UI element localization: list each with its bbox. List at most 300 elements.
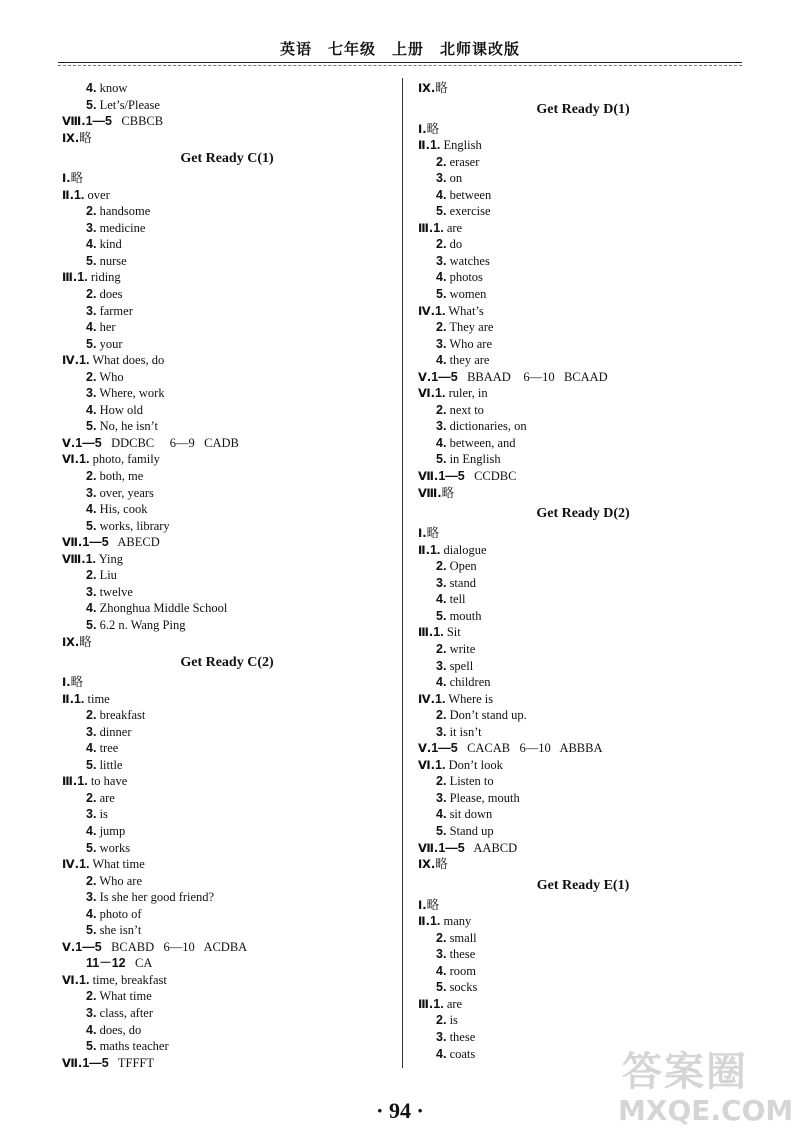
answer-item-line — [418, 658, 748, 675]
answer-section-line — [62, 634, 392, 651]
item-number: 1—5 — [438, 840, 465, 855]
section-numeral: Ⅱ. — [418, 914, 430, 929]
answer-text: farmer — [96, 303, 133, 318]
section-numeral: Ⅵ. — [62, 452, 80, 467]
answer-text: 6.2 n. Wang Ping — [96, 617, 186, 632]
answer-text: jump — [96, 823, 126, 838]
item-number: 3. — [436, 419, 447, 434]
answer-item-line — [418, 979, 748, 996]
item-number: 2. — [436, 402, 447, 417]
section-numeral: Ⅰ. — [418, 897, 427, 912]
item-number: 4. — [86, 237, 97, 252]
answer-item-line — [62, 203, 392, 220]
page-header: 英语 七年级 上册 北师课改版 — [279, 40, 520, 58]
answer-text: sit down — [446, 807, 493, 822]
answer-text: watches — [446, 253, 490, 268]
answer-text: His, cook — [96, 502, 148, 517]
item-number: 5. — [86, 617, 97, 632]
answer-text: tell — [446, 592, 466, 607]
answer-section-line — [418, 468, 748, 485]
answer-item-line — [418, 591, 748, 608]
answer-section-line — [418, 856, 748, 873]
answer-text: write — [446, 641, 476, 656]
item-number: 1. — [433, 220, 444, 235]
section-numeral: Ⅶ. — [418, 840, 439, 855]
answer-item-line — [62, 600, 392, 617]
answer-text: riding — [87, 270, 121, 285]
section-numeral: Ⅵ. — [62, 972, 80, 987]
answer-text: eraser — [446, 154, 480, 169]
answer-text: it isn’t — [446, 724, 482, 739]
answer-section-line — [62, 170, 392, 187]
item-number: 2. — [436, 237, 447, 252]
answer-text: socks — [446, 980, 478, 995]
item-number: 1. — [435, 691, 446, 706]
answer-item-line — [62, 402, 392, 419]
answer-text: does, do — [96, 1022, 142, 1037]
answer-section-line — [62, 939, 392, 956]
answer-text: BCABD 6—10 ACDBA — [101, 939, 248, 954]
answer-item-line — [62, 724, 392, 741]
answer-text: Is she her good friend? — [96, 890, 215, 905]
answer-text: exercise — [446, 204, 491, 219]
answer-item-line — [418, 558, 748, 575]
answer-item-line — [62, 955, 392, 972]
answer-text: time — [84, 691, 110, 706]
answer-text: They are — [446, 320, 494, 335]
item-number: 5. — [86, 419, 97, 434]
item-number: 4. — [436, 270, 447, 285]
item-number: 3. — [436, 790, 447, 805]
answer-item-line — [62, 385, 392, 402]
answer-section-line — [62, 187, 392, 204]
item-number: 1. — [433, 996, 444, 1011]
answer-text: do — [446, 237, 463, 252]
answer-item-line — [418, 319, 748, 336]
section-numeral: Ⅸ. — [418, 857, 436, 872]
item-number: 4. — [86, 320, 97, 335]
section-title: Get Ready D(1) — [536, 101, 630, 117]
item-number: 1—5 — [438, 469, 465, 484]
answer-item-line — [418, 806, 748, 823]
answer-section-line — [418, 624, 748, 641]
section-title: Get Ready E(1) — [536, 877, 630, 893]
answer-text: What time — [89, 857, 145, 872]
answer-section-line — [62, 130, 392, 147]
item-number: 2. — [86, 469, 97, 484]
answer-text: Please, mouth — [446, 790, 520, 805]
answer-section-line — [418, 80, 748, 97]
answer-text: photos — [446, 270, 483, 285]
answer-text: 略 — [79, 634, 92, 649]
answer-item-line — [62, 485, 392, 502]
answer-section-line — [418, 121, 748, 138]
answer-item-line — [418, 674, 748, 691]
section-numeral: Ⅲ. — [418, 625, 434, 640]
answer-text: DDCBC 6—9 CADB — [101, 435, 239, 450]
item-number: 3. — [86, 386, 97, 401]
item-number: 3. — [436, 724, 447, 739]
answer-section-line — [418, 137, 748, 154]
answer-text: stand — [446, 575, 476, 590]
answer-section-line — [62, 856, 392, 873]
answer-text: to have — [87, 774, 128, 789]
section-numeral: Ⅶ. — [62, 1055, 83, 1070]
header-rule-dashed — [58, 65, 742, 66]
answer-text: are — [96, 790, 115, 805]
item-number: 1—5 — [431, 741, 458, 756]
answer-item-line — [418, 1012, 748, 1029]
section-numeral: Ⅱ. — [418, 542, 430, 557]
answer-text: room — [446, 963, 476, 978]
item-number: 3. — [86, 584, 97, 599]
item-number: 2. — [86, 708, 97, 723]
section-numeral: Ⅲ. — [62, 774, 78, 789]
answer-text: nurse — [96, 253, 127, 268]
answer-text: 略 — [435, 81, 448, 95]
answer-text: works — [96, 840, 131, 855]
answer-item-line — [418, 707, 748, 724]
item-number: 1. — [79, 353, 90, 368]
answer-item-line — [62, 97, 392, 114]
answer-text: Liu — [96, 568, 117, 583]
section-numeral: Ⅱ. — [62, 691, 74, 706]
answer-item-line — [418, 336, 748, 353]
answer-text: No, he isn’t — [96, 419, 159, 434]
section-numeral: Ⅴ. — [418, 369, 432, 384]
answer-item-line — [418, 724, 748, 741]
answer-text: on — [446, 171, 463, 186]
answer-item-line — [62, 501, 392, 518]
item-number: 2. — [436, 930, 447, 945]
answer-item-line — [418, 946, 748, 963]
answer-text: Who are — [96, 873, 143, 888]
answer-item-line — [62, 319, 392, 336]
answer-section-line — [418, 740, 748, 757]
item-number: 2. — [86, 369, 97, 384]
answer-text: dinner — [96, 724, 132, 739]
answer-text: is — [96, 807, 108, 822]
item-number: 3. — [86, 807, 97, 822]
item-number: 11－12 — [86, 956, 126, 971]
answer-section-line — [418, 369, 748, 386]
item-number: 1. — [435, 386, 446, 401]
answer-text: dictionaries, on — [446, 419, 527, 434]
answer-text: Listen to — [446, 774, 494, 789]
answer-text: class, after — [96, 1005, 154, 1020]
item-number: 1. — [73, 187, 85, 202]
answer-text: are — [443, 220, 463, 235]
answer-section-line — [62, 691, 392, 708]
section-numeral: Ⅰ. — [62, 675, 71, 690]
answer-text: 略 — [441, 485, 455, 500]
answer-text: coats — [446, 1046, 476, 1061]
answer-text: time, breakfast — [89, 972, 167, 987]
answer-text: her — [96, 320, 116, 335]
answer-text: English — [440, 138, 482, 153]
answer-item-line — [62, 988, 392, 1005]
item-number: 5. — [86, 923, 97, 938]
item-number: 4. — [436, 353, 447, 368]
item-number: 3. — [86, 724, 97, 739]
answer-item-line — [62, 80, 392, 97]
item-number: 2. — [86, 989, 97, 1004]
answer-item-line — [418, 790, 748, 807]
item-number: 2. — [86, 287, 97, 302]
answer-section-line — [62, 972, 392, 989]
section-numeral: Ⅲ. — [418, 220, 434, 235]
answer-section-line — [62, 435, 392, 452]
answer-section-line — [418, 757, 748, 774]
left-column — [62, 80, 392, 1071]
answer-text: these — [446, 1029, 476, 1044]
item-number: 2. — [436, 320, 447, 335]
answer-item-line — [418, 269, 748, 286]
answer-item-line — [418, 402, 748, 419]
answer-item-line — [418, 154, 748, 171]
watermark-text-en: MXQE.COM — [618, 1094, 794, 1127]
answer-text: small — [446, 930, 477, 945]
answer-text: does — [96, 287, 123, 302]
answer-text: Don’t look — [445, 757, 503, 772]
item-number: 5. — [436, 823, 447, 838]
answer-text: children — [446, 675, 491, 690]
answer-item-line — [418, 575, 748, 592]
answer-item-line — [418, 418, 748, 435]
answer-text: Where, work — [96, 386, 165, 401]
answer-item-line — [62, 567, 392, 584]
answer-text: in English — [446, 452, 501, 467]
item-number: 1. — [79, 452, 90, 467]
answer-item-line — [418, 286, 748, 303]
answer-text: 略 — [435, 857, 448, 872]
answer-text: 略 — [426, 121, 440, 136]
answer-text: over, years — [96, 485, 154, 500]
section-numeral: Ⅱ. — [62, 187, 74, 202]
right-column — [418, 80, 748, 1062]
section-numeral: Ⅴ. — [62, 435, 76, 450]
item-number: 2. — [436, 154, 447, 169]
answer-section-line — [62, 451, 392, 468]
item-number: 4. — [436, 675, 447, 690]
answer-item-line — [418, 352, 748, 369]
answer-item-line — [62, 757, 392, 774]
item-number: 1—5 — [75, 435, 102, 450]
section-numeral: Ⅸ. — [418, 81, 436, 95]
item-number: 3. — [86, 890, 97, 905]
answer-text: these — [446, 947, 476, 962]
answer-item-line — [62, 369, 392, 386]
answer-item-line — [62, 1005, 392, 1022]
answer-section-line — [62, 534, 392, 551]
item-number: 5. — [86, 518, 97, 533]
answer-text: Let’s/Please — [96, 97, 160, 112]
section-numeral: Ⅸ. — [62, 634, 80, 649]
answer-text: Ying — [96, 551, 124, 566]
answer-section-line — [62, 551, 392, 568]
section-numeral: Ⅲ. — [62, 270, 78, 285]
answer-text: dialogue — [440, 542, 487, 557]
answer-item-line — [418, 641, 748, 658]
item-number: 2. — [436, 641, 447, 656]
answer-text: over — [84, 187, 110, 202]
answer-item-line — [62, 253, 392, 270]
answer-section-line — [418, 542, 748, 559]
item-number: 4. — [86, 906, 97, 921]
answer-section-line — [62, 352, 392, 369]
section-numeral: Ⅷ. — [62, 551, 86, 566]
answer-item-line — [62, 889, 392, 906]
answer-item-line — [418, 451, 748, 468]
answer-text: photo of — [96, 906, 142, 921]
answer-item-line — [62, 418, 392, 435]
answer-text: ruler, in — [445, 386, 488, 401]
section-numeral: Ⅰ. — [62, 171, 71, 186]
answer-section-line — [418, 691, 748, 708]
item-number: 1—5 — [431, 369, 458, 384]
item-number: 5. — [86, 97, 97, 112]
answer-item-line — [418, 253, 748, 270]
item-number: 4. — [86, 81, 97, 95]
item-number: 5. — [436, 287, 447, 302]
watermark-text-cn: 答案圈 — [622, 1049, 748, 1095]
answer-text: How old — [96, 402, 143, 417]
section-numeral: Ⅱ. — [418, 138, 430, 153]
answer-section-line — [418, 485, 748, 502]
answer-section-line — [418, 385, 748, 402]
answer-section-line — [418, 913, 748, 930]
answer-item-line — [418, 930, 748, 947]
answer-text: spell — [446, 658, 474, 673]
watermark-logo — [612, 1040, 792, 1130]
item-number: 3. — [436, 253, 447, 268]
answer-text: Who are — [446, 336, 493, 351]
answer-text: BBAAD 6—10 BCAAD — [457, 369, 608, 384]
answer-item-line — [62, 1038, 392, 1055]
item-number: 1. — [85, 551, 97, 566]
section-numeral: Ⅳ. — [418, 303, 436, 318]
item-number: 1—5 — [85, 114, 113, 129]
answer-section-line — [418, 220, 748, 237]
answer-text: 略 — [70, 171, 84, 186]
item-number: 2. — [86, 790, 97, 805]
answer-item-line — [62, 1022, 392, 1039]
answer-section-line — [418, 303, 748, 320]
item-number: 5. — [436, 980, 447, 995]
answer-item-line — [62, 790, 392, 807]
answer-item-line — [418, 963, 748, 980]
section-numeral: Ⅳ. — [62, 353, 80, 368]
answer-item-line — [418, 236, 748, 253]
answer-text: she isn’t — [96, 923, 142, 938]
item-number: 4. — [86, 741, 97, 756]
section-numeral: Ⅴ. — [418, 741, 432, 756]
answer-item-line — [62, 584, 392, 601]
answer-text: ABECD — [108, 535, 160, 550]
item-number: 5. — [86, 253, 97, 268]
answer-item-line — [418, 773, 748, 790]
item-number: 4. — [86, 1022, 97, 1037]
item-number: 4. — [436, 435, 447, 450]
answer-item-line — [62, 806, 392, 823]
answer-text: TFFFT — [108, 1055, 154, 1070]
item-number: 4. — [86, 402, 97, 417]
answer-text: they are — [446, 353, 490, 368]
answer-section-line — [62, 773, 392, 790]
section-numeral: Ⅷ. — [62, 114, 86, 129]
answer-text: between, and — [446, 435, 516, 450]
answer-item-line — [62, 823, 392, 840]
item-number: 3. — [436, 947, 447, 962]
answer-text: Zhonghua Middle School — [96, 601, 228, 616]
item-number: 1. — [73, 691, 85, 706]
answer-text: women — [446, 287, 487, 302]
item-number: 2. — [86, 873, 97, 888]
answer-item-line — [62, 303, 392, 320]
section-numeral: Ⅳ. — [418, 691, 436, 706]
answer-text: What’s — [445, 303, 484, 318]
answer-text: medicine — [96, 220, 146, 235]
item-number: 1. — [79, 857, 90, 872]
answer-text: Don’t stand up. — [446, 708, 527, 723]
answer-section-line — [62, 674, 392, 691]
section-title: Get Ready C(1) — [180, 151, 274, 167]
section-numeral: Ⅶ. — [418, 469, 439, 484]
answer-text: Stand up — [446, 823, 494, 838]
item-number: 2. — [436, 559, 447, 574]
item-number: 3. — [436, 1029, 447, 1044]
item-number: 1. — [429, 138, 441, 153]
item-number: 5. — [86, 840, 97, 855]
answer-item-line — [418, 823, 748, 840]
item-number: 5. — [86, 336, 97, 351]
answer-section-line — [62, 1055, 392, 1072]
section-numeral: Ⅲ. — [418, 996, 434, 1011]
answer-text: What does, do — [89, 353, 165, 368]
item-number: 1. — [77, 270, 88, 285]
item-number: 4. — [86, 502, 97, 517]
answer-section-line — [418, 840, 748, 857]
answer-item-line — [62, 336, 392, 353]
answer-item-line — [62, 617, 392, 634]
answer-item-line — [418, 608, 748, 625]
item-number: 2. — [436, 774, 447, 789]
section-numeral: Ⅵ. — [418, 386, 436, 401]
answer-item-line — [62, 518, 392, 535]
item-number: 3. — [86, 1005, 97, 1020]
item-number: 1. — [435, 757, 446, 772]
answer-item-line — [62, 220, 392, 237]
answer-section-line — [62, 269, 392, 286]
section-numeral: Ⅸ. — [62, 130, 80, 145]
answer-text: both, me — [96, 469, 144, 484]
header-rule — [58, 62, 742, 63]
answer-section-line — [418, 996, 748, 1013]
answer-text: are — [443, 996, 463, 1011]
answer-item-line — [418, 435, 748, 452]
answer-text: CBBCB — [112, 114, 164, 129]
answer-text: CACAB 6—10 ABBBA — [457, 741, 603, 756]
answer-text: handsome — [96, 204, 151, 219]
page-number: · 94 · — [376, 1098, 424, 1123]
item-number: 3. — [86, 220, 97, 235]
answer-item-line — [418, 187, 748, 204]
answer-item-line — [62, 468, 392, 485]
item-number: 5. — [436, 452, 447, 467]
answer-text: maths teacher — [96, 1039, 169, 1054]
item-number: 4. — [86, 601, 97, 616]
item-number: 4. — [86, 823, 97, 838]
